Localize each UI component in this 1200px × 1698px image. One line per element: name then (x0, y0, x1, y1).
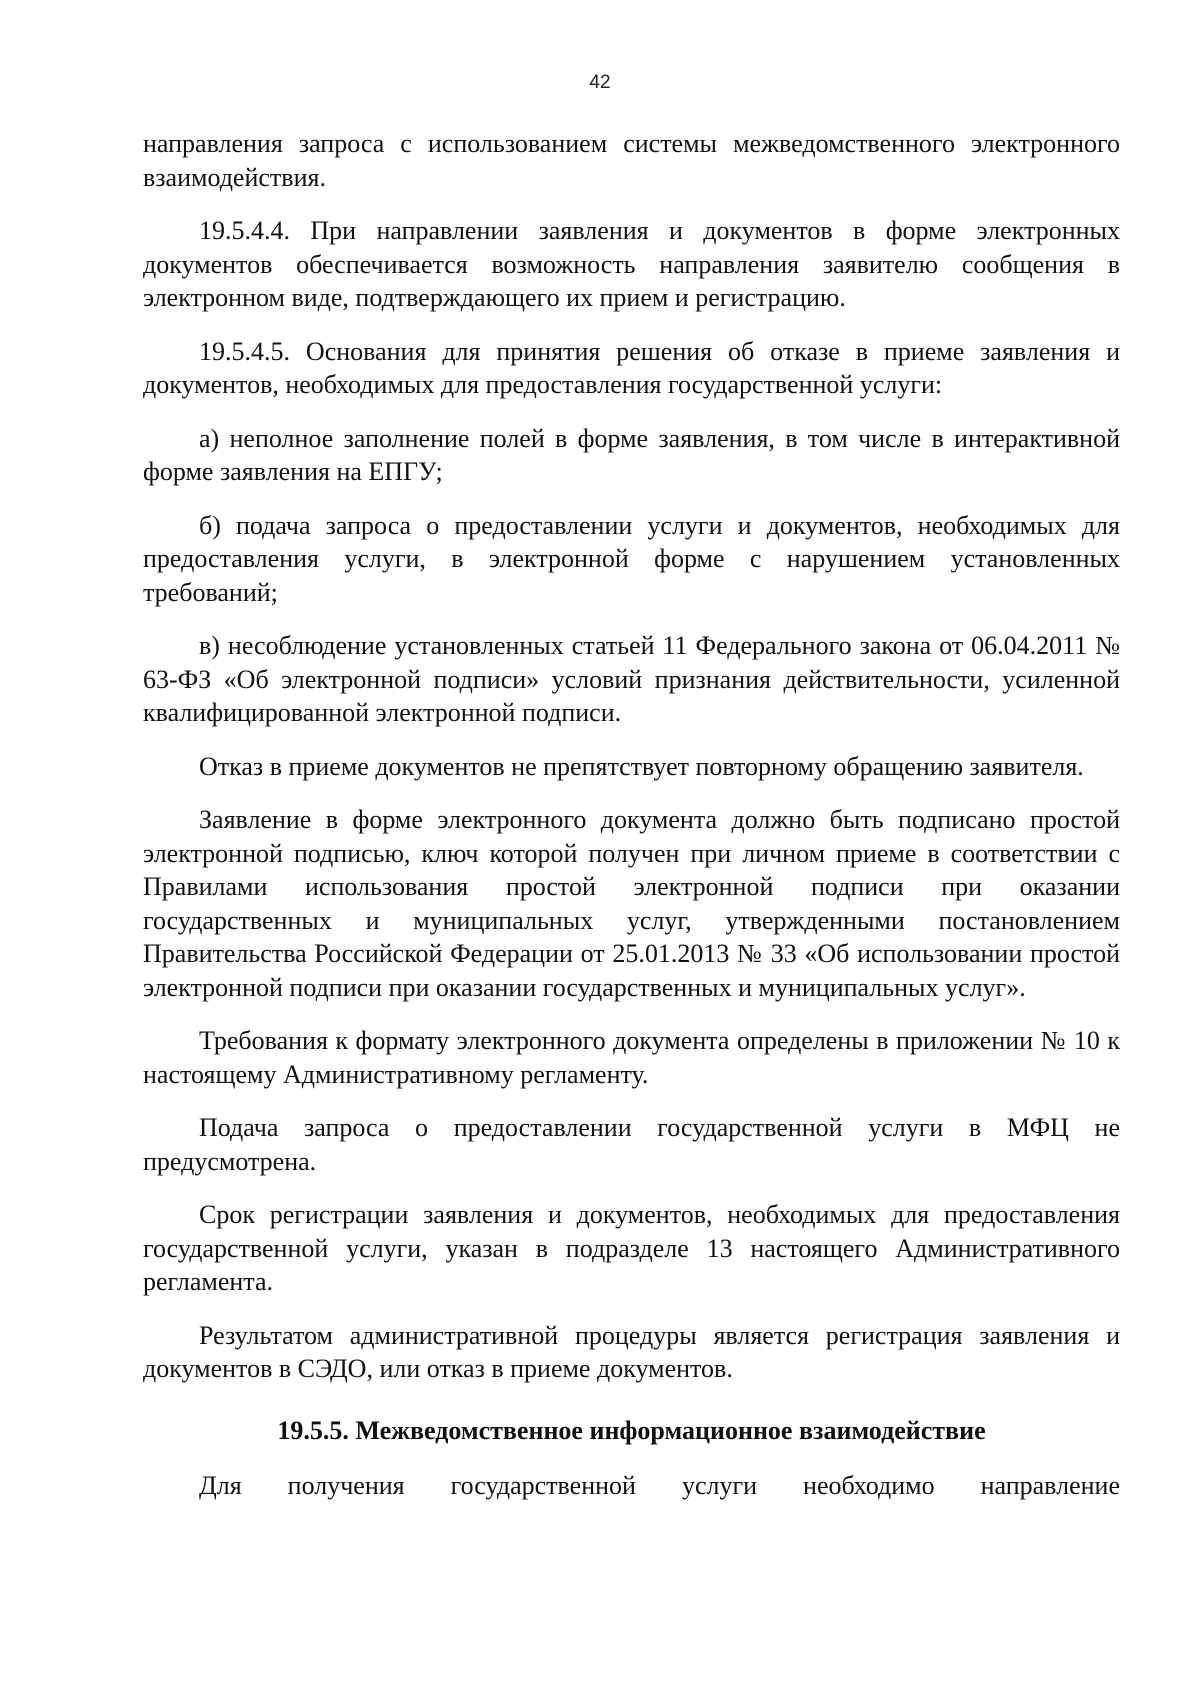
paragraph: 19.5.4.5. Основания для принятия решения об отказе в приеме заявления и документов, необходимых для предоставления государственной услуги: (143, 336, 1120, 399)
list-item-b: б) подача запроса о предоставлении услуги и документов, необходимых для предоставления услуги, в электронной форме с нарушением установленных требований; (143, 510, 1120, 607)
paragraph: Подача запроса о предоставлении государственной услуги в МФЦ не предусмотрена. (143, 1113, 1120, 1176)
paragraph: 19.5.4.4. При направлении заявления и документов в форме электронных документов обеспечивается возможность направления заявителю сообщения в электронном виде, подтверждающего их прием и регистрацию. (143, 216, 1120, 312)
page-number: 42 (589, 72, 611, 93)
paragraph: направления запроса с использованием системы межведомственного электронного взаимодействия. (143, 129, 1120, 192)
paragraph: Заявление в форме электронного документа должно быть подписано простой электронной подписью, ключ которой получен при личном приеме в соответствии с Правилами использования простой электронной подписи при оказании государственных и муниципальных услуг, утвержденными постановлением Правительства Российской Федерации от 25.01.2013 № 33 «Об использовании простой электронной подписи при оказании государственных и муниципальных услуг». (143, 805, 1120, 1002)
paragraph: Для получения государственной услуги необходимо направление (199, 1471, 1120, 1500)
paragraph: Срок регистрации заявления и документов, необходимых для предоставления государственной услуги, указан в подразделе 13 настоящего Административного регламента. (143, 1200, 1120, 1296)
paragraph: Требования к формату электронного документа определены в приложении № 10 к настоящему Административному регламенту. (143, 1026, 1120, 1089)
document-body (143, 127, 1120, 1523)
paragraph: Отказ в приеме документов не препятствует повторному обращению заявителя. (199, 751, 1084, 781)
list-item-a: а) неполное заполнение полей в форме заявления, в том числе в интерактивной форме заявления на ЕПГУ; (143, 423, 1120, 486)
list-item-v: в) несоблюдение установленных статьей 11 Федерального закона от 06.04.2011 № 63-ФЗ «Об электронной подписи» условий признания действительности, усиленной квалифицированной электронной подписи. (143, 631, 1120, 727)
paragraph: Результатом административной процедуры является регистрация заявления и документов в СЭДО, или отказ в приеме документов. (143, 1320, 1120, 1383)
section-heading: 19.5.5. Межведомственное информационное взаимодействие (277, 1415, 986, 1445)
